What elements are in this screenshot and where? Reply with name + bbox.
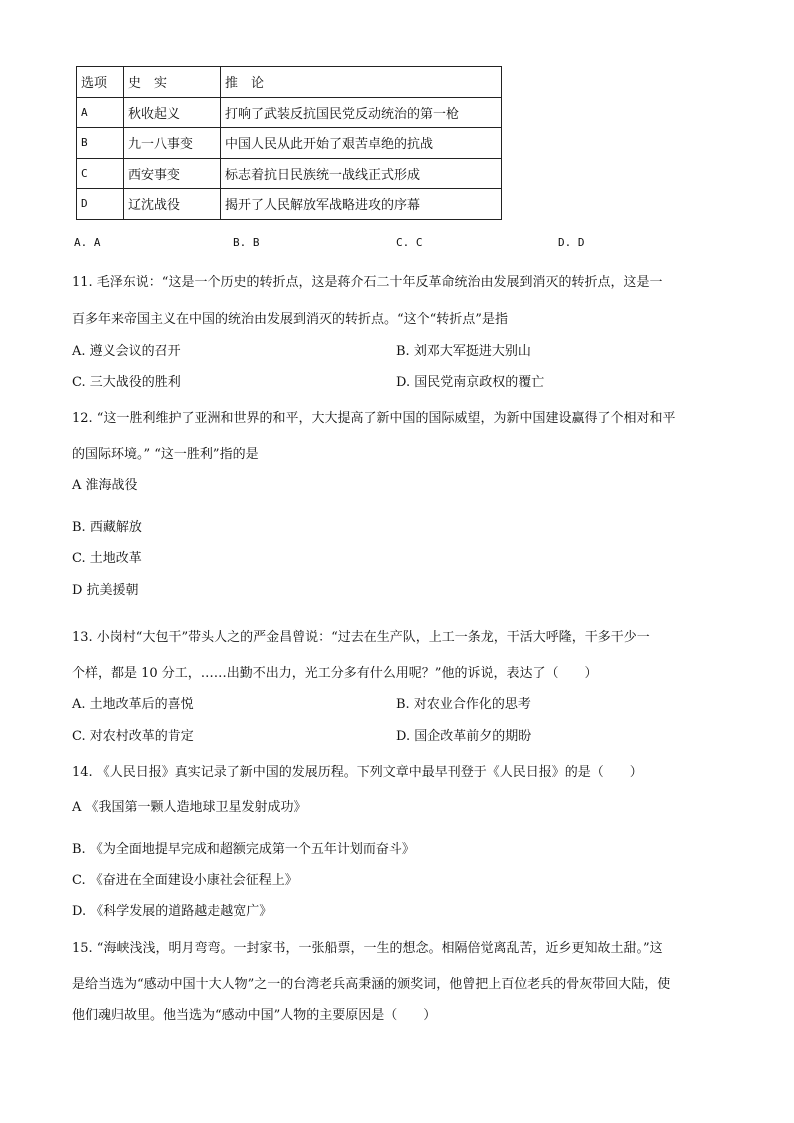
table-header-cell: 推 论 [221,67,502,98]
answer-option[interactable]: C. C [396,236,423,249]
table-header-row [77,67,502,98]
table-cell-fact: 西安事变 [124,158,221,189]
answer-option[interactable]: C. 三大战役的胜利 [72,375,181,390]
answer-option[interactable]: B. B [233,236,260,249]
table-cell-option: D [77,189,124,220]
table-cell-inference: 揭开了人民解放军战略进攻的序幕 [221,189,502,220]
question-text: 的国际环境。” “这一胜利”指的是 [72,447,259,462]
table-row [77,128,502,159]
answer-option[interactable]: D. 《科学发展的道路越走越宽广》 [72,904,273,919]
table-cell-fact: 辽沈战役 [124,189,221,220]
answer-option[interactable]: D. D [558,236,585,249]
question-text: 百多年来帝国主义在中国的统治由发展到消灭的转折点。“这个“转折点”是指 [72,312,508,327]
question-text: 13. 小岗村“大包干”带头人之的严金昌曾说：“过去在生产队，上工一条龙，干活大呼隆，干多干少一 [72,630,650,645]
table-cell-fact: 九一八事变 [124,128,221,159]
question-text: 12. “这一胜利维护了亚洲和世界的和平，大大提高了新中国的国际威望，为新中国建设赢得了个相对和平 [72,411,676,426]
question-text: 个样，都是 10 分工，……出勤不出力，光工分多有什么用呢？”他的诉说，表达了（ ） [72,666,598,681]
answer-option[interactable]: A 《我国第一颗人造地球卫星发射成功》 [72,800,307,815]
table-cell-option: B [77,128,124,159]
history-options-table [76,66,502,220]
question-text: 15. “海峡浅浅，明月弯弯。一封家书，一张船票，一生的想念。相隔倍觉离乱苦，近乡更知故土甜。”这 [72,941,663,956]
table-cell-inference: 打响了武装反抗国民党反动统治的第一枪 [221,97,502,128]
table-row [77,158,502,189]
answer-option[interactable]: A. 遵义会议的召开 [72,344,181,359]
answer-option[interactable]: B. 《为全面地提早完成和超额完成第一个五年计划而奋斗》 [72,842,415,857]
answer-option[interactable]: D. 国企改革前夕的期盼 [396,729,532,744]
table-row [77,97,502,128]
table-cell-fact: 秋收起义 [124,97,221,128]
table-cell-option: C [77,158,124,189]
answer-option[interactable]: A 淮海战役 [72,478,138,493]
table-row [77,189,502,220]
answer-option[interactable]: B. 西藏解放 [72,520,142,535]
question-text: 是给当选为“感动中国十大人物”之一的台湾老兵高秉涵的颁奖词，他曾把上百位老兵的骨灰带回大陆，使 [72,977,671,992]
answer-option[interactable]: B. 刘邓大军挺进大别山 [396,344,531,359]
table-cell-option: A [77,97,124,128]
answer-option[interactable]: A. 土地改革后的喜悦 [72,697,194,712]
question-text: 14. 《人民日报》真实记录了新中国的发展历程。下列文章中最早刊登于《人民日报》的是（ ） [72,765,643,780]
answer-option[interactable]: A. A [74,236,101,249]
table-cell-inference: 中国人民从此开始了艰苦卓绝的抗战 [221,128,502,159]
table-cell-inference: 标志着抗日民族统一战线正式形成 [221,158,502,189]
answer-option[interactable]: B. 对农业合作化的思考 [396,697,531,712]
table-header-cell: 史 实 [124,67,221,98]
answer-option[interactable]: C. 土地改革 [72,551,142,566]
answer-option[interactable]: C. 对农村改革的肯定 [72,729,194,744]
answer-option[interactable]: C. 《奋进在全面建设小康社会征程上》 [72,873,298,888]
answer-option[interactable]: D 抗美援朝 [72,583,139,598]
table-header-cell: 选项 [77,67,124,98]
question-text: 他们魂归故里。他当选为“感动中国”人物的主要原因是（ ） [72,1008,437,1023]
answer-option[interactable]: D. 国民党南京政权的覆亡 [396,375,545,390]
question-text: 11. 毛泽东说：“这是一个历史的转折点，这是蒋介石二十年反革命统治由发展到消灭的转折点，这是一 [72,275,663,290]
